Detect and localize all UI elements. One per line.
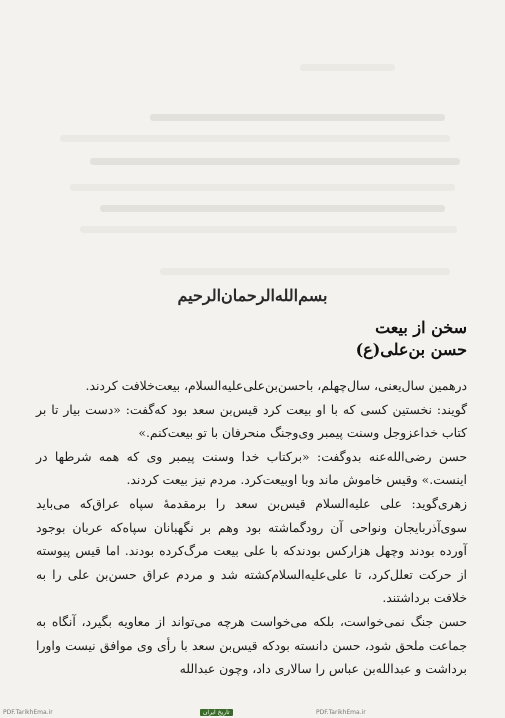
paragraph: درهمین سال‌یعنی، سال‌چهلم، باحسن‌بن‌علی‌علیه‌السلام، بیعت‌خلافت کردند. — [85, 378, 467, 393]
section-subtitle: حسن بن‌علی(ع) — [355, 340, 467, 359]
paragraph: گویند: نخستین کسی که با او بیعت کرد قیس‌بن سعد بود که‌گفت: «دست بیار تا بر کتاب خداعزوجل وسنت پیمبر وی‌وجنگ منحرفان با تو بیعت‌کنم.» — [36, 401, 467, 441]
footer-credit-left: PDF.TarikhEma.ir — [3, 709, 53, 716]
footer-badge: تاریخ ایران — [200, 709, 233, 716]
page-footer — [0, 707, 505, 717]
paragraph: حسن جنگ نمی‌خواست، بلکه می‌خواست هرچه می‌تواند از معاویه بگیرد، آنگاه به جماعت ملحق شود، حسن دانسته بود‌که قیس‌بن سعد با رأی وی موافق نیست واورا برداشت و عبدالله‌بن عباس را سالاری داد، وچون عبدالله — [36, 613, 467, 677]
body-text — [36, 374, 467, 704]
section-title: سخن از بیعت — [375, 318, 467, 337]
paragraph: زهری‌گوید: علی علیه‌السلام قیس‌بن سعد را برمقدمهٔ سپاه عراق‌که می‌باید سوی‌آذربایجان ونواحی آن رودگماشته بود وهم بر نگهبانان سپاه‌که عربان بوجود آورده بودند وچهل هزارکس بودند‌که با علی بیعت مرگ‌کرده بودند. اما قیس پیوسته از حرکت تعلل‌کرد، تا علی‌علیه‌السلام‌کشته شد و مردم عراق حسن‌بن علی را به خلافت برداشتند. — [36, 495, 467, 606]
paragraph: حسن رضی‌الله‌عنه بدوگفت: «برکتاب خدا وسنت پیمبر وی که همه شرطها در اینست.» وقیس خاموش ماند وبا اوبیعت‌کرد. مردم نیز بیعت کردند. — [36, 448, 467, 488]
footer-credit-center: PDF.TarikhEma.ir — [316, 709, 366, 716]
bismillah-heading: بسم‌الله‌الرحمان‌الرحیم — [177, 286, 328, 305]
